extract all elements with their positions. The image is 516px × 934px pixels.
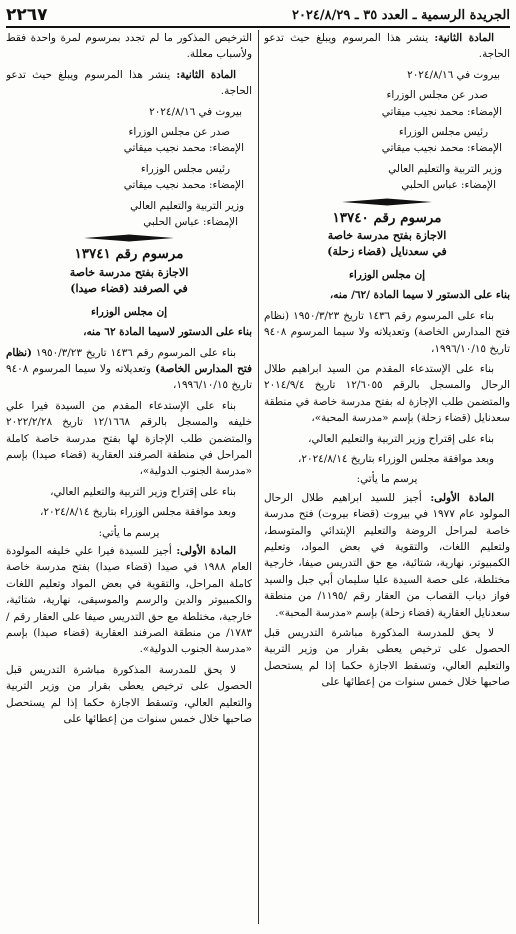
law-basis-paragraph [6,345,252,394]
council-heading: إن مجلس الوزراء [91,305,167,318]
article-1-paragraph [264,490,510,621]
decree-subtitle-1: الاجازة بفتح مدرسة خاصة [69,265,189,279]
right-column [264,30,510,926]
gazette-issue-title: الجريدة الرسمية ـ العدد ٣٥ ـ ٢٠٢٤/٨/٢٩ [291,7,510,23]
signature-date: بيروت في ٢٠٢٤/٨/١٦ [407,68,500,81]
page-number: ٢٢٦٧ [6,5,48,25]
decree-subtitle-2: في الصرفند (قضاء صيدا) [70,282,188,296]
article-2-lead: المادة الثانية: [176,68,236,81]
council-heading: إن مجلس الوزراء [349,268,425,281]
minister-title: وزير التربية والتعليم العالي [130,199,244,212]
constitution-basis: بناء على الدستور لاسيما المادة ٦٢ منه، [83,326,252,339]
article-1-paragraph [6,543,252,658]
signature-pm: الإمضاء: محمد نجيب ميقاتي [123,142,244,155]
minister-signature: الإمضاء: عباس الحلبي [401,179,496,192]
law-basis-text-c: وتعديلاته ولا سيما المرسوم ٩٤٠٨ تاريخ ١٩٩٦/١٠/١٥، [6,362,252,392]
separator-ornament [342,198,432,206]
article-1-text: أجيز للسيد ابراهيم طلال الرحال المولود عام ١٩٧٧ في بيروت (قضاء بيروت) فتح مدرسة خاصة لمراحل الروضة والتعليم الإبتدائي والمتوسط، ولتعليم اللغات، والتقوية في بعض المواد، وتعليم الكمبيوتر، نهارية، شتائية، مع حق التدريس صيفا، خارجية مختلطة، على حصة السيدة عليا سليمان أبي جبل والسيد فواز دياب القصاب من العقار رقم /١١٩٥/ من منطقة سعدنايل العقارية (قضاء زحلة) بإسم «مدرسة المحبة». [264,491,510,619]
decrees-line: يرسم ما يأتي: [98,526,160,539]
approval-paragraph: وبعد موافقة مجلس الوزراء بتاريخ ٢٠٢٤/٨/١٤، [40,506,236,519]
decrees-line: يرسم ما يأتي: [356,473,418,486]
signature-date: بيروت في ٢٠٢٤/٨/١٦ [149,105,242,118]
article-1-lead: المادة الأولى: [176,544,236,557]
page-header [6,4,510,28]
article-2-text: ينشر هذا المرسوم ويبلغ حيث تدعو الحاجة. [6,68,252,98]
pm-signature: الإمضاء: محمد نجيب ميقاتي [123,179,244,192]
minister-signature: الإمضاء: عباس الحلبي [143,216,238,229]
article-1-lead: المادة الأولى: [430,491,494,504]
closing-paragraph: لا يحق للمدرسة المذكورة مباشرة التدريس قبل الحصول على ترخيص يعطى بقرار من وزير التربية والتعليم العالي، وتسقط الاجازة حكما إذا لم يستحصل صاحبها خلال خمس سنوات من إعطائها على [6,663,252,726]
decree-title: مرسوم رقم ١٣٧٤١ [74,246,184,263]
approval-paragraph: وبعد موافقة مجلس الوزراء بتاريخ ٢٠٢٤/٨/١٤، [298,452,494,465]
article-1-text: أجيز للسيدة فيرا علي خليفه المولودة العام ١٩٨٨ في صيدا (قضاء صيدا) بفتح مدرسة خاصة كاملة المراحل، والتقوية في بعض المواد وتعليم اللغات والكمبيوتر والدين والرسم والموسيقى، نهارية، شتائية، خارجية، مختلطة مع حق التدريس صيفا على العقار رقم /١٧٨٣/ من منطقة الصرفند العقارية (قضاء صيدا) بإسم «مدرسة الجنوب الدولية». [6,544,252,656]
pm-title: رئيس مجلس الوزراء [140,162,230,175]
column-divider [258,30,259,924]
article-2-paragraph [6,67,252,100]
law-basis-text-bold: (نظام فتح المدارس الخاصة) [6,346,252,375]
proposal-paragraph: بناء على إقتراح وزير التربية والتعليم العالي، [50,485,236,498]
pm-signature: الإمضاء: محمد نجيب ميقاتي [381,142,502,155]
issued-by: صدر عن مجلس الوزراء [386,89,488,102]
closing-paragraph: لا يحق للمدرسة المذكورة مباشرة التدريس قبل الحصول على ترخيص يعطى بقرار من وزير التربية والتعليم العالي، وتسقط الاجازة حكما إذا لم يستحصل صاحبها خلال خمس سنوات من إعطائها على [264,627,510,689]
left-column [6,30,252,926]
article-2-text: ينشر هذا المرسوم ويبلغ حيث تدعو الحاجة. [264,32,510,61]
separator-ornament [84,234,174,242]
law-basis-text-a: بناء على المرسوم رقم ١٤٣٦ تاريخ ١٩٥٠/٣/٢٣ [31,346,236,359]
proposal-paragraph: بناء على إقتراح وزير التربية والتعليم العالي، [308,432,494,445]
constitution-basis: بناء على الدستور لا سيما المادة /٦٢/ منه، [329,289,510,302]
signature-pm: الإمضاء: محمد نجيب ميقاتي [381,105,502,118]
continuation-paragraph: الترخيص المذكور ما لم تجدد بمرسوم لمرة واحدة فقط ولأسباب معللة. [6,32,252,61]
decree-subtitle-1: الاجازة بفتح مدرسة خاصة [327,229,447,243]
request-paragraph: بناء على الإستدعاء المقدم من السيد ابراهيم طلال الرحال والمسجل بالرقم ١٢/٦٠٥٥ تاريخ ٢٠١٤/٩/٤ والمتضمن طلب الإجازة له بفتح مدرسة خاصة في منطقة سعدنايل (قضاء زحلة) بإسم «مدرسة المحبة»، [264,362,510,425]
decree-subtitle-2: في سعدنايل (قضاء زحلة) [327,245,447,259]
minister-title: وزير التربية والتعليم العالي [388,162,502,175]
request-paragraph: بناء على الإستدعاء المقدم من السيدة فيرا علي خليفه والمسجل بالرقم ١٢/١٦٦٨ تاريخ ٢٠٢٢/٢/٢٨ والمتضمن طلب الإجازة لها بفتح مدرسة خاصة كاملة المراحل في منطقة الصرفند العقارية (قضاء صيدا) بإسم «مدرسة الجنوب الدولية»، [6,399,252,478]
decree-title: مرسوم رقم ١٣٧٤٠ [332,209,442,226]
article-2-lead: المادة الثانية: [434,32,494,44]
article-2-paragraph [264,30,510,63]
issued-by: صدر عن مجلس الوزراء [128,126,230,139]
pm-title: رئيس مجلس الوزراء [398,126,488,139]
law-basis-paragraph: بناء على المرسوم رقم ١٤٣٦ تاريخ ١٩٥٠/٣/٢٣ (نظام فتح المدارس الخاصة) وتعديلاته ولا سيما المرسوم ٩٤٠٨ تاريخ ١٩٩٦/١٠/١٥، [264,309,510,355]
